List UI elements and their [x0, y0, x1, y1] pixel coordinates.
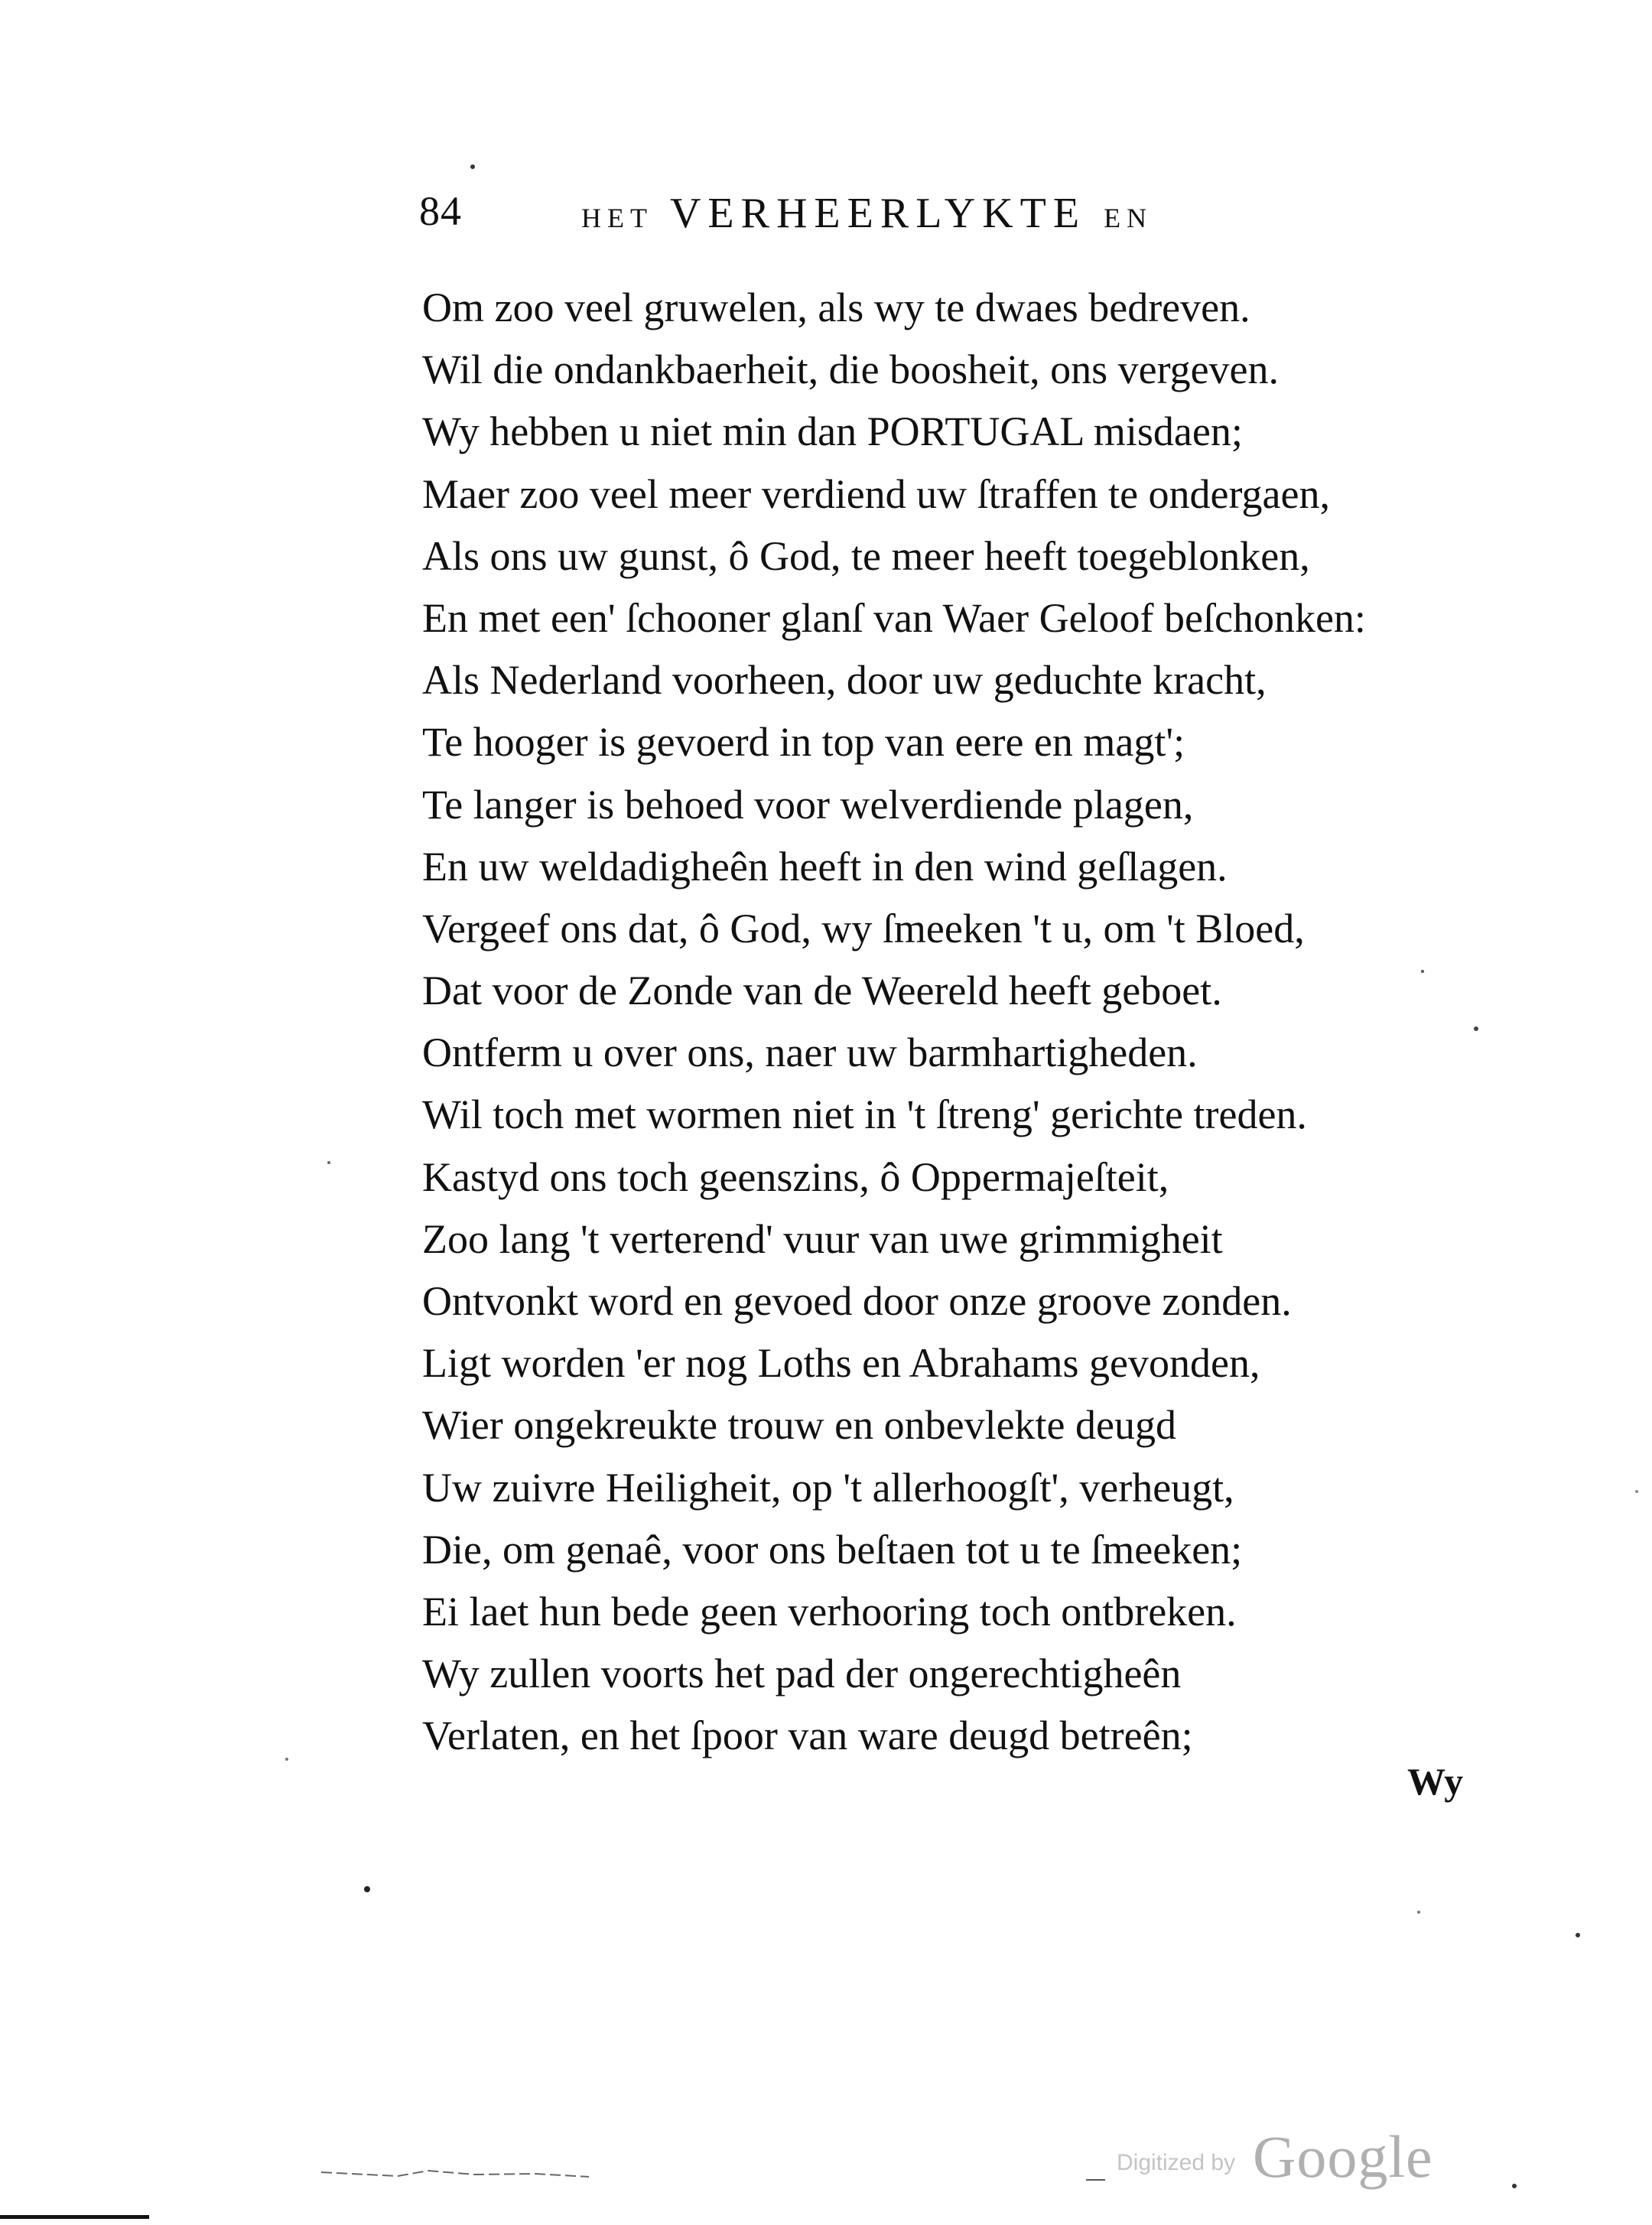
verse-line: Om zoo veel gruwelen, als wy te dwaes bedreven. [422, 285, 1250, 330]
verse-line: Wil toch met wormen niet in 't ſtreng' gerichte treden. [422, 1091, 1307, 1138]
verse-line: En met een' ſchooner glanſ van Waer Geloof beſchonken: [422, 594, 1366, 641]
verse-line: Als ons uw gunst, ô God, te meer heeft toegeblonken, [422, 532, 1310, 579]
verse-line: Vergeef ons dat, ô God, wy ſmeeken 't u, om 't Bloed, [422, 905, 1305, 951]
verse-line: Te hooger is gevoerd in top van eere en magt'; [422, 719, 1185, 766]
running-title-suffix: EN [1104, 203, 1153, 233]
verse-line: Ei laet hun bede geen verhooring toch ontbreken. [422, 1588, 1237, 1635]
verse-line: Wy zullen voorts het pad der ongerechtigheên [422, 1651, 1182, 1697]
page-number: 84 [419, 188, 462, 234]
catchword: Wy [1407, 1760, 1464, 1803]
verse-line: Kastyd ons toch geenszins, ô Oppermajeſteit, [422, 1153, 1169, 1200]
verse-line: Uw zuivre Heiligheit, op 't allerhoogſt', verheugt, [422, 1464, 1234, 1511]
verse-line: Die, om genaê, voor ons beſtaen tot u te ſmeeken; [422, 1526, 1243, 1573]
running-title-prefix: HET [581, 203, 653, 233]
digitized-brand-logo: Google [1253, 2123, 1433, 2190]
verse-line: En uw weldadigheên heeft in den wind geſlagen. [422, 843, 1228, 890]
verse-line: Verlaten, en het ſpoor van ware deugd betreên; [422, 1713, 1193, 1759]
scan-edge-rule [0, 2215, 149, 2219]
digitized-label: Digitized by [1117, 2150, 1236, 2175]
verse-line: Zoo lang 't verterend' vuur van uwe grimmigheit [422, 1215, 1223, 1262]
verse-line: Ontferm u over ons, naer uw barmhartigheden. [422, 1030, 1198, 1076]
running-title-main: VERHEERLYKTE [669, 190, 1087, 237]
verse-line: Wy hebben u niet min dan PORTUGAL misdaen; [422, 408, 1243, 455]
verse-line: Maer zoo veel meer verdiend uw ſtraffen te ondergaen, [422, 470, 1330, 517]
verse-line: Ontvonkt word en gevoed door onze groove zonden. [422, 1278, 1292, 1324]
running-title [581, 189, 1153, 238]
verse-line: Wil die ondankbaerheit, die boosheit, ons vergeven. [422, 346, 1280, 393]
verse-line: Ligt worden 'er nog Loths en Abrahams gevonden, [422, 1340, 1260, 1387]
verse-line: Te langer is behoed voor welverdiende plagen, [422, 781, 1194, 828]
verse-block [422, 277, 1493, 1768]
verse-line: Wier ongekreukte trouw en onbevlekte deugd [422, 1402, 1176, 1449]
digitized-watermark [1117, 2123, 1453, 2191]
verse-line: Als Nederland voorheen, door uw geduchte kracht, [422, 657, 1267, 704]
running-header [419, 187, 1306, 241]
verse-line: Dat voor de Zonde van de Weereld heeft geboet. [422, 968, 1222, 1014]
